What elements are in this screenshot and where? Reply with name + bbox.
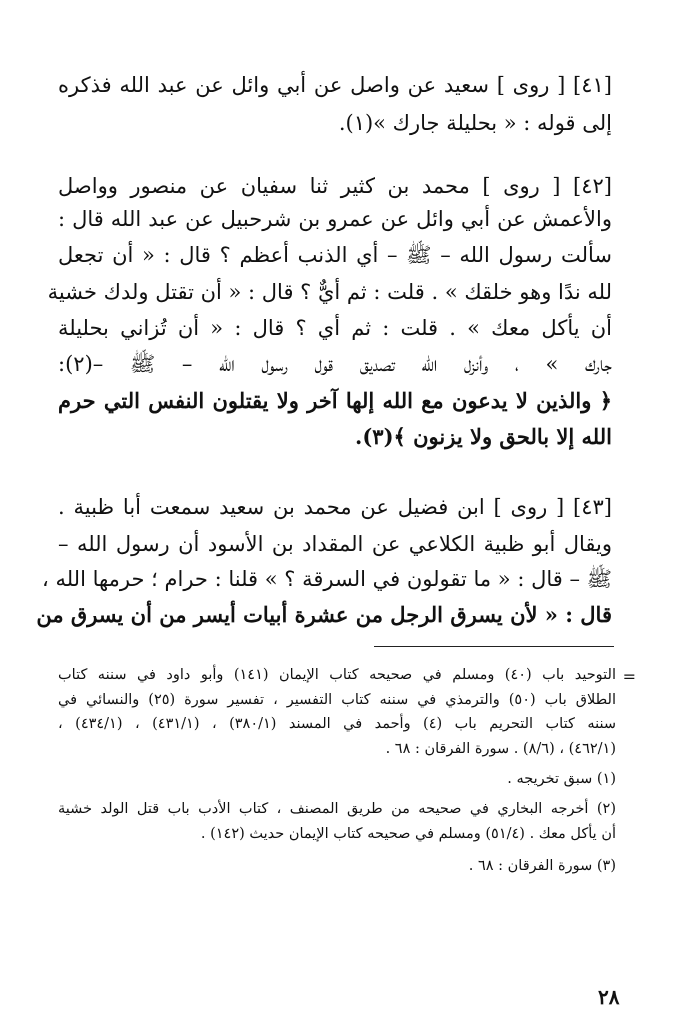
entry-42-line-3: سألت رسول الله – ﷺ – أي الذنب أعظم ؟ قال : « أن تجعل: [58, 243, 612, 267]
footnote-continuation-line-2: الطلاق باب (٥٠) والترمذي في سننه كتاب التفسير ، تفسير سورة (٢٥) والنسائي في: [58, 692, 616, 708]
entry-42-line-1: [٤٢] [ روى ] محمد بن كثير ثنا سفيان عن منصور وواصل: [58, 174, 612, 198]
entry-41-line-2: إلى قوله : « بحليلة جارك »(١).: [338, 111, 612, 135]
entry-42-line-4: لله ندًا وهو خلقك » . قلت : ثم أيٌّ ؟ قال : « أن تقتل ولدك خشية: [47, 280, 612, 304]
entry-43-line-3: ﷺ – قال : « ما تقولون في السرقة ؟ » قلنا : حرام ؛ حرمها الله ،: [42, 567, 612, 591]
entry-42-line-2: والأعمش عن أبي وائل عن عمرو بن شرحبيل عن عبد الله قال :: [58, 207, 612, 231]
entry-43-line-4: قال : « لأن يسرق الرجل من عشرة أبيات أيسر من أن يسرق من: [36, 602, 612, 627]
footnote-continuation-line-1: التوحيد باب (٤٠) ومسلم في صحيحه كتاب الإيمان (١٤١) وأبو داود في سننه كتاب: [58, 667, 616, 683]
page-number: ٢٨: [598, 985, 620, 1009]
entry-43-line-1: [٤٣] [ روى ] ابن فضيل عن محمد بن سعيد سمعت أبا ظبية .: [58, 495, 612, 519]
entry-41-line-1: [٤١] [ روى ] سعيد عن واصل عن أبي وائل عن عبد الله فذكره: [58, 73, 612, 97]
footnote-continuation-line-3: سننه كتاب التحريم باب (٤) وأحمد في المسند (٣٨٠/١) ، (٤٣١/١) ، (٤٣٤/١) ،: [58, 716, 617, 732]
footnote-separator: [374, 646, 614, 647]
entry-42-quran-line-1: ﴿ والذين لا يدعون مع الله إلها آخر ولا يقتلون النفس التي حرم: [58, 388, 612, 413]
entry-42-line-5: أن يأكل معك » . قلت : ثم أي ؟ قال : « أن تُزاني بحليلة: [58, 316, 612, 340]
footnote-1: (١) سبق تخريجه .: [507, 771, 616, 787]
footnote-continuation-mark: =: [622, 667, 636, 686]
entry-42-quran-line-2: الله إلا بالحق ولا يزنون ﴾(٣).: [355, 424, 612, 449]
footnote-continuation-line-4: (٤٦٢/١) ، (٨/٦) . سورة الفرقان : ٦٨ .: [385, 741, 616, 757]
entry-43-line-2: ويقال أبو ظبية الكلاعي عن المقداد بن الأسود أن رسول الله –: [58, 532, 612, 556]
footnote-2-line-1: (٢) أخرجه البخاري في صحيحه من طريق المصنف ، كتاب الأدب باب قتل الولد خشية: [58, 801, 616, 817]
footnote-3: (٣) سورة الفرقان : ٦٨ .: [468, 858, 616, 874]
entry-42-line-6: جارك » ، وأنزل الله تصديق قول رسول الله – ﷺ –(٢):: [58, 352, 612, 376]
footnote-2-line-2: أن يأكل معك . (٥١/٤) ومسلم في صحيحه كتاب الإيمان حديث (١٤٢) .: [200, 826, 616, 842]
